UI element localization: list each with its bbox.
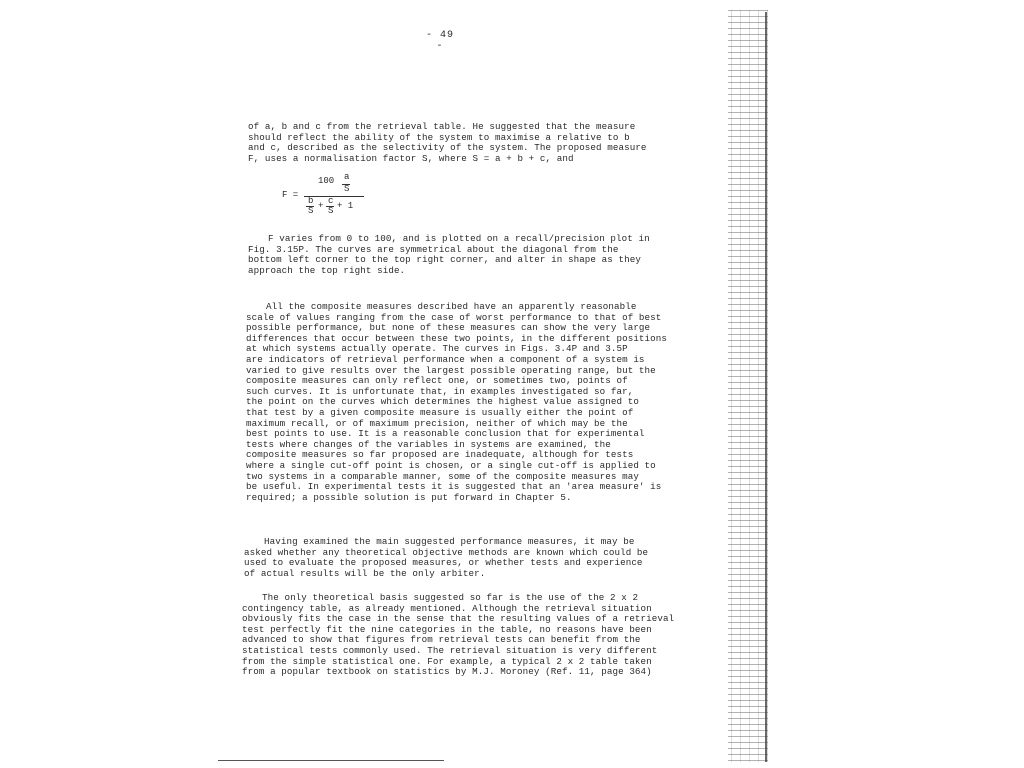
para3-line: composite measures can only reflect one, or sometimes two, points of <box>246 375 628 387</box>
para2-line: approach the top right side. <box>248 264 406 276</box>
para4-line: of actual results will be the only arbiter. <box>244 567 486 579</box>
para5-line: from a popular textbook on statistics by M.J. Moroney (Ref. 11, page 364) <box>242 666 652 678</box>
para5-line: from the simple statistical one. For example, a typical 2 x 2 table taken <box>242 655 652 667</box>
para3-line: are indicators of retrieval performance when a component of a system is <box>246 353 645 365</box>
para4-line: used to evaluate the proposed measures, or whether tests and experience <box>244 557 643 569</box>
paragraph-composite-measures <box>246 302 667 503</box>
para2-line: Fig. 3.15P. The curves are symmetrical about the diagonal from the <box>248 243 619 255</box>
formula-den-plus: + <box>318 201 324 211</box>
formula-den-c: c <box>328 196 334 206</box>
para4-line: Having examined the main suggested performance measures, it may be <box>264 536 635 547</box>
para1-line: should reflect the ability of the system to maximise a relative to b <box>248 131 630 143</box>
para3-line: the point on the curves which determines the highest value assigned to <box>246 396 639 408</box>
para3-line: where a single cut-off point is chosen, or a single cut-off is applied to <box>246 459 656 471</box>
para3-line: at which systems actually operate. The curves in Figs. 3.4P and 3.5P <box>246 343 628 355</box>
para3-line: differences that occur between these two points, in the different positions <box>246 332 668 344</box>
para3-line: composite measures so far proposed are inadequate, although for tests <box>246 449 634 461</box>
para3-line: tests where changes of the variables in systems are examined, the <box>246 438 611 450</box>
para5-line: The only theoretical basis suggested so far is the use of the 2 x 2 <box>262 592 639 603</box>
para5-line: test perfectly fit the nine categories in the table, no reasons have been <box>242 623 652 635</box>
page-number: - 49 - <box>425 30 454 52</box>
scan-edge-strip <box>728 10 768 762</box>
para3-line: varied to give results over the largest possible operating range, but the <box>246 364 656 376</box>
para3-line: best points to use. It is a reasonable conclusion that for experimental <box>246 428 645 440</box>
para1-line: and c, described as the selectivity of the system. The proposed measure <box>248 142 647 154</box>
footer-rule <box>218 760 444 761</box>
formula-den-s2: S <box>328 206 334 216</box>
para5-line: statistical tests commonly used. The retrieval situation is very different <box>242 644 658 656</box>
para5-line: advanced to show that figures from retrieval tests can benefit from the <box>242 634 641 646</box>
para3-line: be useful. In experimental tests it is suggested that an 'area measure' is <box>246 481 662 493</box>
para2-line: bottom left corner to the top right corner, and alter in shape as they <box>248 254 641 266</box>
paragraph-intro <box>248 122 647 164</box>
paragraph-contingency-table <box>242 593 674 678</box>
para3-line: required; a possible solution is put forward in Chapter 5. <box>246 491 572 503</box>
formula-f-label: F = <box>282 190 299 200</box>
para4-line: asked whether any theoretical objective methods are known which could be <box>244 546 649 558</box>
para3-line: two systems in a comparable manner, some of the composite measures may <box>246 470 639 482</box>
para5-line: contingency table, as already mentioned. Although the retrieval situation <box>242 602 652 614</box>
paragraph-f-description <box>248 234 650 276</box>
para2-line: F varies from 0 to 100, and is plotted on a recall/precision plot in <box>268 233 650 244</box>
para5-line: obviously fits the case in the sense that the resulting values of a retrieval <box>242 613 675 625</box>
formula-num-a: a <box>344 172 350 182</box>
formula-num-s: S <box>344 184 350 194</box>
para1-line: of a, b and c from the retrieval table. He suggested that the measure <box>248 121 636 132</box>
formula-num-coef: 100 <box>318 176 335 186</box>
para3-line: scale of values ranging from the case of worst performance to that of best <box>246 311 662 323</box>
paragraph-theoretical-methods <box>244 537 648 579</box>
para1-line: F, uses a normalisation factor S, where S = a + b + c, and <box>248 152 574 164</box>
formula-den-b: b <box>308 196 314 206</box>
formula-f <box>282 172 372 220</box>
para3-line: possible performance, but none of these measures can show the very large <box>246 322 651 334</box>
page-edge-line <box>765 12 767 762</box>
para3-line: maximum recall, or of maximum precision, neither of which may be the <box>246 417 628 429</box>
para3-line: All the composite measures described have an apparently reasonable <box>266 301 637 312</box>
para3-line: that test by a given composite measure is usually either the point of <box>246 406 634 418</box>
para3-line: such curves. It is unfortunate that, in examples investigated so far, <box>246 385 634 397</box>
formula-den-s1: S <box>308 206 314 216</box>
formula-den-plus-one: + 1 <box>337 201 354 211</box>
